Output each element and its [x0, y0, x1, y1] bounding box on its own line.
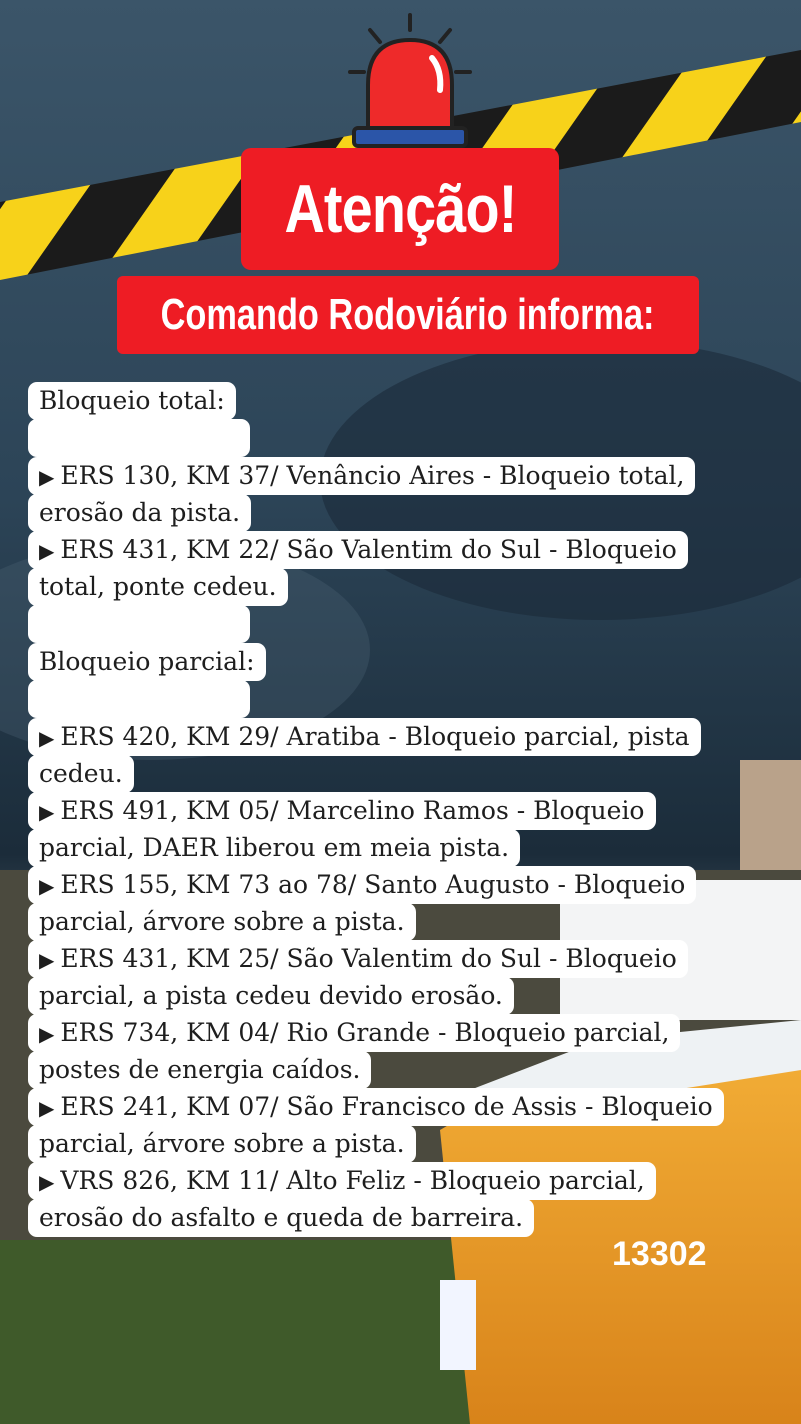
play-arrow-icon: ▶ — [39, 948, 55, 972]
list-item: ▶ ERS 155, KM 73 ao 78/ Santo Augusto - Bloqueio — [28, 866, 788, 903]
list-item: ▶ ERS 431, KM 22/ São Valentim do Sul - Bloqueio — [28, 531, 788, 568]
spacer — [28, 419, 788, 457]
page-title: Atenção! — [283, 171, 517, 247]
play-arrow-icon: ▶ — [39, 539, 55, 563]
list-item-cont: parcial, árvore sobre a pista. — [28, 903, 788, 940]
vehicle-fleet-number: 13302 — [612, 1235, 707, 1273]
play-arrow-icon: ▶ — [39, 800, 55, 824]
spacer — [28, 605, 788, 643]
list-item: ▶ VRS 826, KM 11/ Alto Feliz - Bloqueio parcial, — [28, 1162, 788, 1199]
title-banner — [241, 148, 559, 270]
play-arrow-icon: ▶ — [39, 874, 55, 898]
subtitle-banner — [117, 276, 699, 354]
play-arrow-icon: ▶ — [39, 1170, 55, 1194]
list-item: ▶ ERS 420, KM 29/ Aratiba - Bloqueio parcial, pista — [28, 718, 788, 755]
list-item: ▶ ERS 734, KM 04/ Rio Grande - Bloqueio parcial, — [28, 1014, 788, 1051]
play-arrow-icon: ▶ — [39, 465, 55, 489]
play-arrow-icon: ▶ — [39, 1096, 55, 1120]
list-item-cont: parcial, DAER liberou em meia pista. — [28, 829, 788, 866]
page-subtitle: Comando Rodoviário informa: — [161, 290, 655, 339]
list-item: ▶ ERS 241, KM 07/ São Francisco de Assis - Bloqueio — [28, 1088, 788, 1125]
list-item-cont: cedeu. — [28, 755, 788, 792]
list-item: ▶ ERS 431, KM 25/ São Valentim do Sul - Bloqueio — [28, 940, 788, 977]
siren-icon — [340, 10, 480, 150]
list-item-cont: parcial, a pista cedeu devido erosão. — [28, 977, 788, 1014]
list-item-cont: postes de energia caídos. — [28, 1051, 788, 1088]
play-arrow-icon: ▶ — [39, 1022, 55, 1046]
section-heading-total: Bloqueio total: — [28, 382, 788, 419]
list-item-cont: parcial, árvore sobre a pista. — [28, 1125, 788, 1162]
spacer — [28, 680, 788, 718]
section-heading-partial: Bloqueio parcial: — [28, 643, 788, 680]
list-item-cont: total, ponte cedeu. — [28, 568, 788, 605]
list-item: ▶ ERS 491, KM 05/ Marcelino Ramos - Bloqueio — [28, 792, 788, 829]
list-item: ▶ ERS 130, KM 37/ Venâncio Aires - Bloqueio total, — [28, 457, 788, 494]
list-item-cont: erosão do asfalto e queda de barreira. — [28, 1199, 788, 1236]
list-item-cont: erosão da pista. — [28, 494, 788, 531]
play-arrow-icon: ▶ — [39, 726, 55, 750]
road-block-notice — [28, 382, 788, 1236]
